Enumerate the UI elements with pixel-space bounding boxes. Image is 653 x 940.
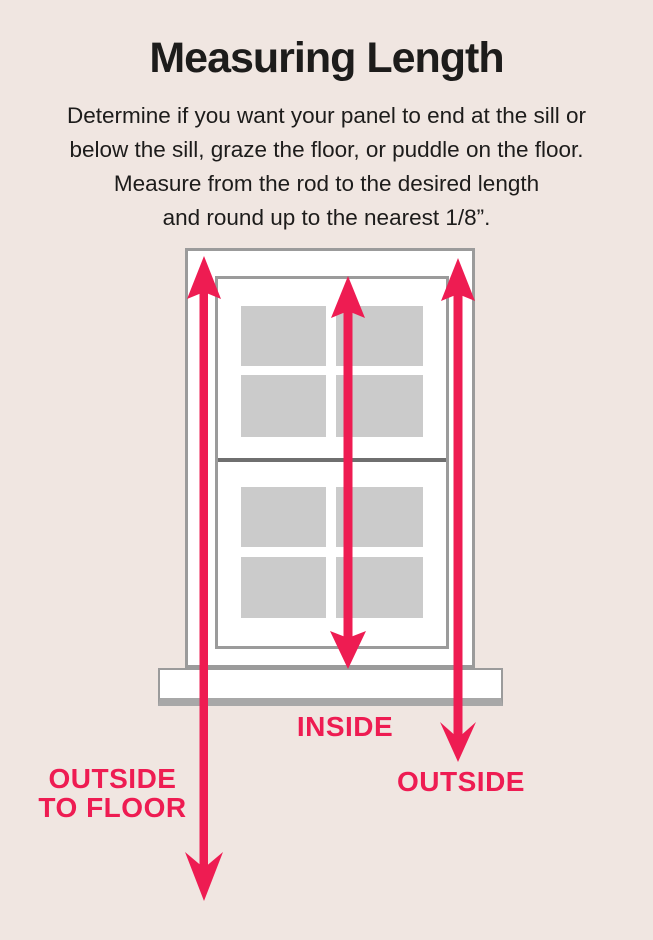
arrow-head-down-icon — [440, 722, 476, 762]
window-pane — [241, 557, 326, 618]
label-inside: INSIDE — [296, 711, 394, 742]
window-pane — [241, 487, 326, 547]
label-outside: OUTSIDE — [397, 766, 525, 797]
description-line: and round up to the nearest 1/8”. — [162, 205, 491, 230]
label-outside-to-floor-line: TO FLOOR — [38, 792, 187, 823]
description-line: Measure from the rod to the desired length — [113, 171, 540, 196]
window-sill — [158, 668, 503, 706]
description-line: below the sill, graze the floor, or puddle on the floor. — [69, 137, 584, 162]
label-outside-to-floor-line: OUTSIDE — [48, 763, 177, 794]
window-pane — [241, 375, 326, 437]
description-line: Determine if you want your panel to end at the sill or — [66, 103, 587, 128]
window-meeting-rail — [218, 458, 446, 462]
label-outside-to-floor — [20, 764, 205, 822]
window-pane — [241, 306, 326, 366]
arrow-head-down-icon — [185, 852, 223, 901]
description-text — [0, 99, 653, 235]
page-title: Measuring Length — [149, 34, 504, 82]
window-pane — [336, 306, 423, 366]
window-pane — [336, 557, 423, 618]
window-pane — [336, 375, 423, 437]
window-pane — [336, 487, 423, 547]
